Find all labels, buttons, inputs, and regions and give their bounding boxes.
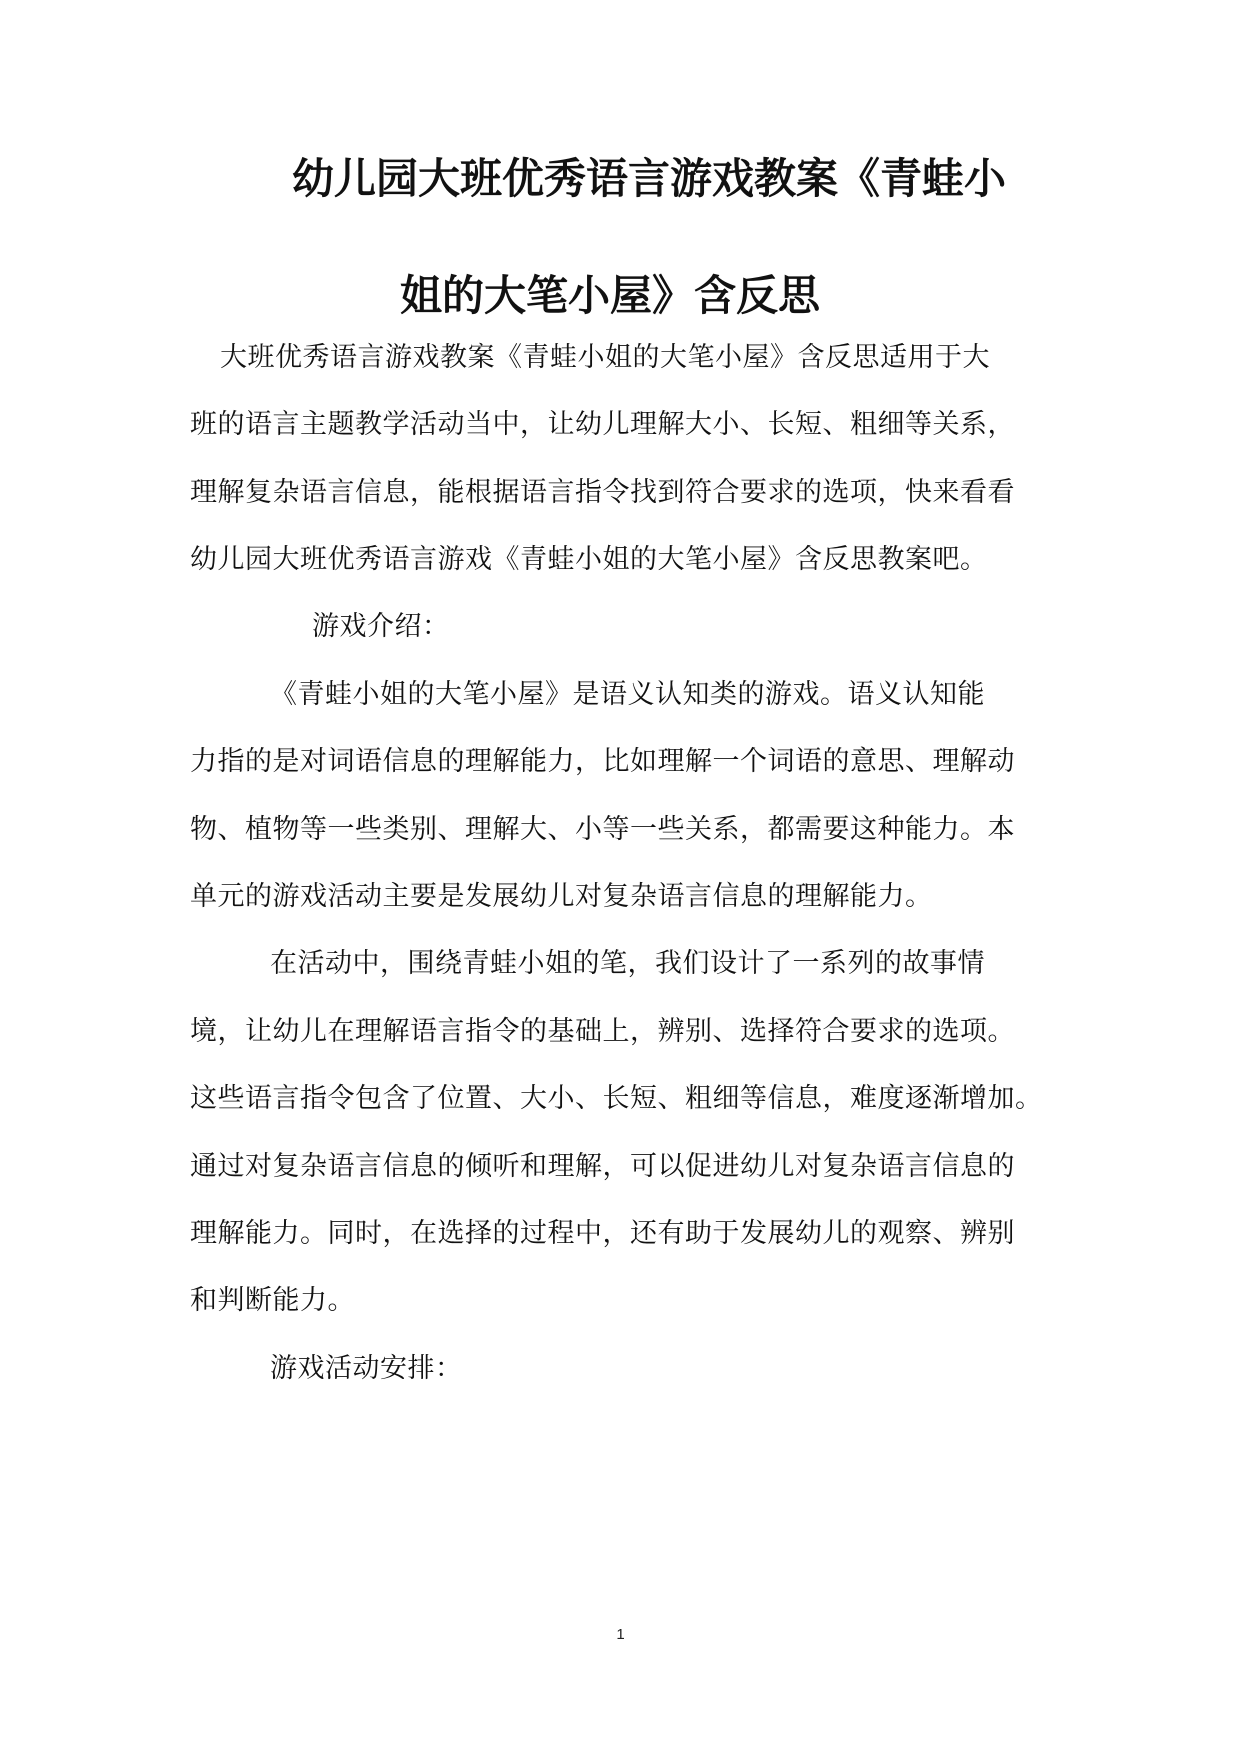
paragraph-line: 力指的是对词语信息的理解能力，比如理解一个词语的意思、理解动	[190, 746, 1015, 777]
paragraph-line: 和判断能力。	[190, 1285, 355, 1316]
document-title-line-2: 姐的大笔小屋》含反思	[400, 271, 821, 320]
paragraph-line: 通过对复杂语言信息的倾听和理解，可以促进幼儿对复杂语言信息的	[190, 1151, 1015, 1182]
paragraph-line: 《青蛙小姐的大笔小屋》是语义认知类的游戏。语义认知能	[270, 679, 985, 710]
paragraph-line: 单元的游戏活动主要是发展幼儿对复杂语言信息的理解能力。	[190, 881, 933, 912]
paragraph-line: 理解复杂语言信息，能根据语言指令找到符合要求的选项，快来看看	[190, 477, 1015, 508]
paragraph-line: 境，让幼儿在理解语言指令的基础上，辨别、选择符合要求的选项。	[190, 1016, 1015, 1047]
paragraph-line: 幼儿园大班优秀语言游戏《青蛙小姐的大笔小屋》含反思教案吧。	[190, 544, 988, 575]
paragraph-line: 班的语言主题教学活动当中，让幼儿理解大小、长短、粗细等关系，	[190, 409, 1015, 440]
section-heading-activity-plan: 游戏活动安排：	[270, 1353, 463, 1384]
document-title-line-1: 幼儿园大班优秀语言游戏教案《青蛙小	[292, 154, 1007, 203]
paragraph-line: 在活动中，围绕青蛙小姐的笔，我们设计了一系列的故事情	[270, 948, 985, 979]
paragraph-line: 大班优秀语言游戏教案《青蛙小姐的大笔小屋》含反思适用于大	[220, 342, 990, 373]
paragraph-line: 理解能力。同时，在选择的过程中，还有助于发展幼儿的观察、辨别	[190, 1218, 1015, 1249]
paragraph-line: 物、植物等一些类别、理解大、小等一些关系，都需要这种能力。本	[190, 814, 1015, 845]
page-number: 1	[616, 1626, 625, 1643]
paragraph-line: 这些语言指令包含了位置、大小、长短、粗细等信息，难度逐渐增加。	[190, 1083, 1043, 1114]
section-heading-game-intro: 游戏介绍：	[312, 611, 450, 642]
